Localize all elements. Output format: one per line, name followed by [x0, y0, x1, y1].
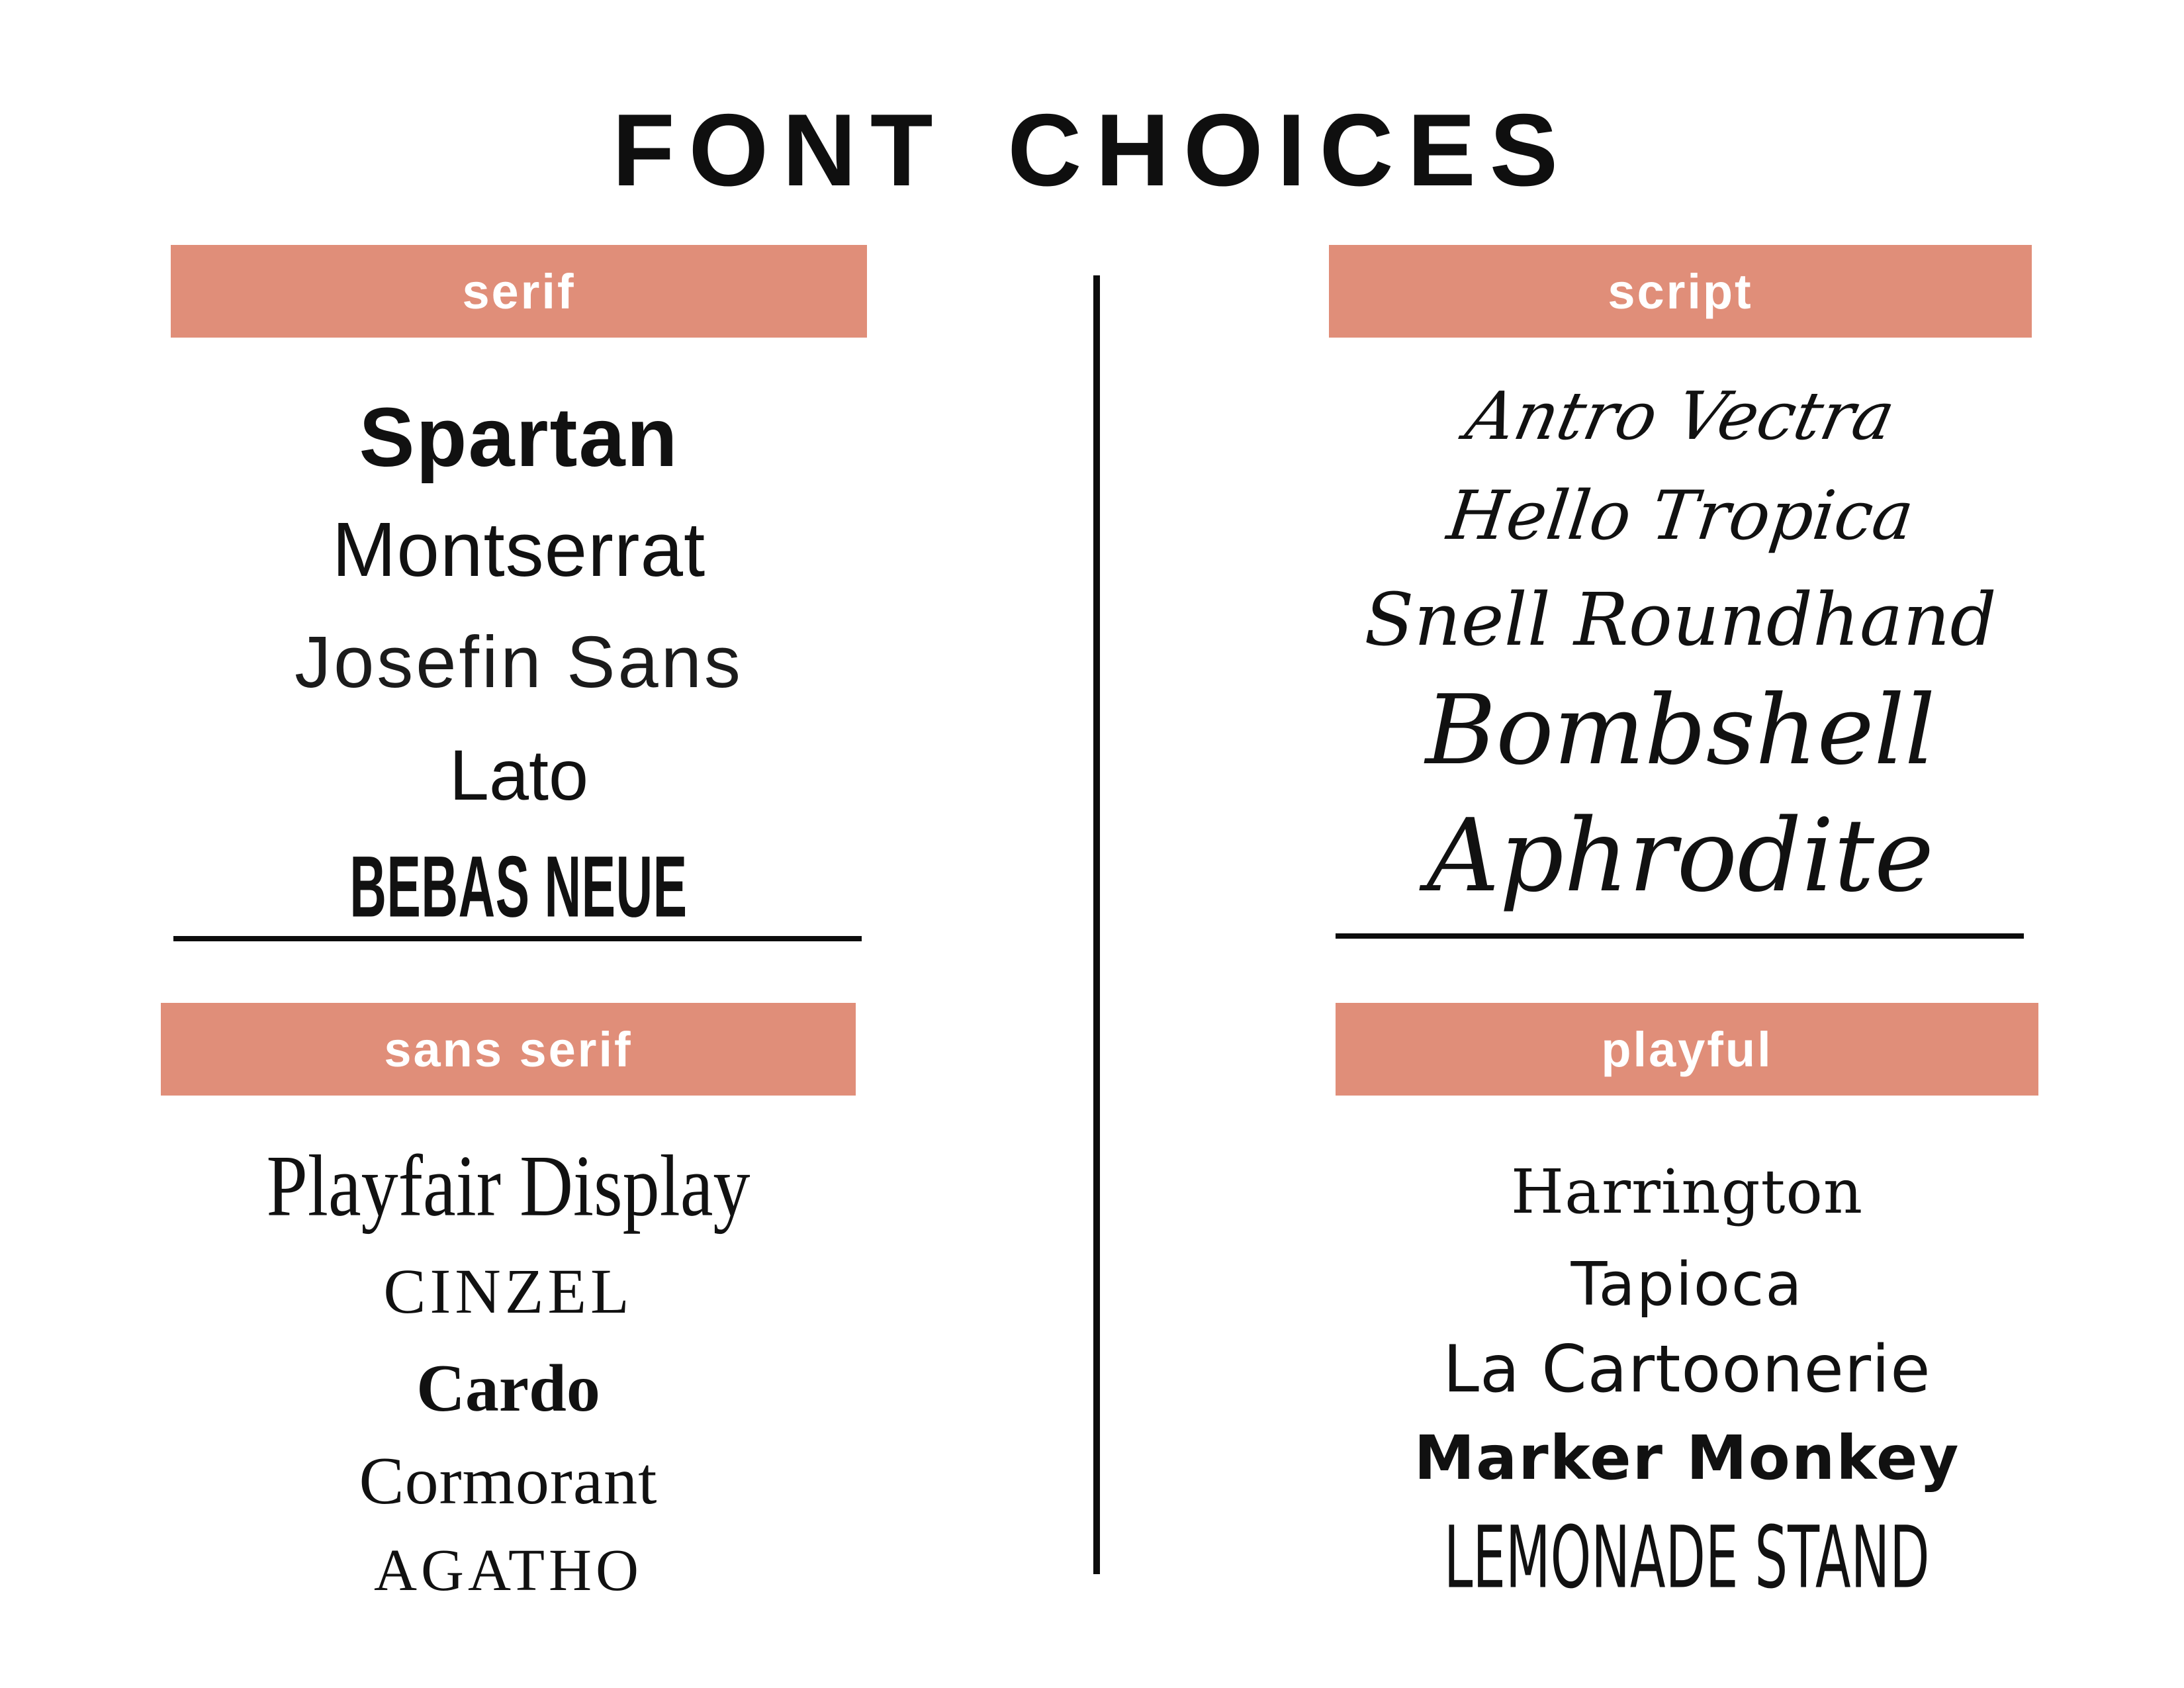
section-label-serif: serif	[462, 263, 576, 319]
font-sample-agatho: AGATHO	[374, 1538, 643, 1603]
font-sample-cinzel: CINZEL	[383, 1255, 633, 1327]
vertical-divider	[1093, 275, 1100, 1574]
section-header-script	[1329, 245, 2032, 338]
font-sample-harrington: Harrington	[1510, 1156, 1864, 1227]
section-label-sans-serif: sans serif	[384, 1021, 633, 1077]
font-sample-tapioca: Tapioca	[1570, 1249, 1803, 1319]
section-label-playful: playful	[1601, 1021, 1773, 1077]
font-sample-cardo: Cardo	[416, 1351, 600, 1426]
page-title: FONT CHOICES	[612, 93, 1572, 207]
font-sample-snell-roundhand: Snell Roundhand	[1364, 577, 1997, 662]
font-list-playful	[1336, 1142, 2038, 1613]
font-sample-lemonade-stand: LEMONADE STAND	[1444, 1508, 1930, 1608]
font-sample-cormorant: Cormorant	[359, 1444, 658, 1519]
font-list-serif	[171, 381, 867, 943]
section-header-sans-serif	[161, 1003, 856, 1096]
font-sample-marker-monkey: Marker Monkey	[1414, 1422, 1960, 1493]
section-header-playful	[1336, 1003, 2038, 1096]
font-list-script	[1329, 369, 2032, 920]
font-sample-hello-tropica: Hello Tropica	[1443, 476, 1918, 555]
font-list-sans-serif	[161, 1132, 856, 1615]
section-header-serif	[171, 245, 867, 338]
horizontal-divider-right	[1336, 933, 2024, 939]
font-sample-bebas-neue: BEBAS NEUE	[349, 838, 688, 936]
font-sample-spartan: Spartan	[359, 390, 679, 484]
font-sample-la-cartoonerie: La Cartoonerie	[1443, 1332, 1931, 1407]
section-label-script: script	[1608, 263, 1753, 319]
font-sample-montserrat: Montserrat	[332, 506, 706, 592]
font-sample-bombshell: Bombshell	[1425, 674, 1936, 786]
font-sample-lato: Lato	[449, 734, 589, 815]
font-sample-aphrodite: Aphrodite	[1426, 796, 1934, 914]
font-sample-josefin-sans: Josefin Sans	[295, 621, 743, 703]
font-sample-antro-vectra: Antro Vectra	[1459, 377, 1901, 455]
font-sample-playfair-display: Playfair Display	[266, 1137, 751, 1235]
